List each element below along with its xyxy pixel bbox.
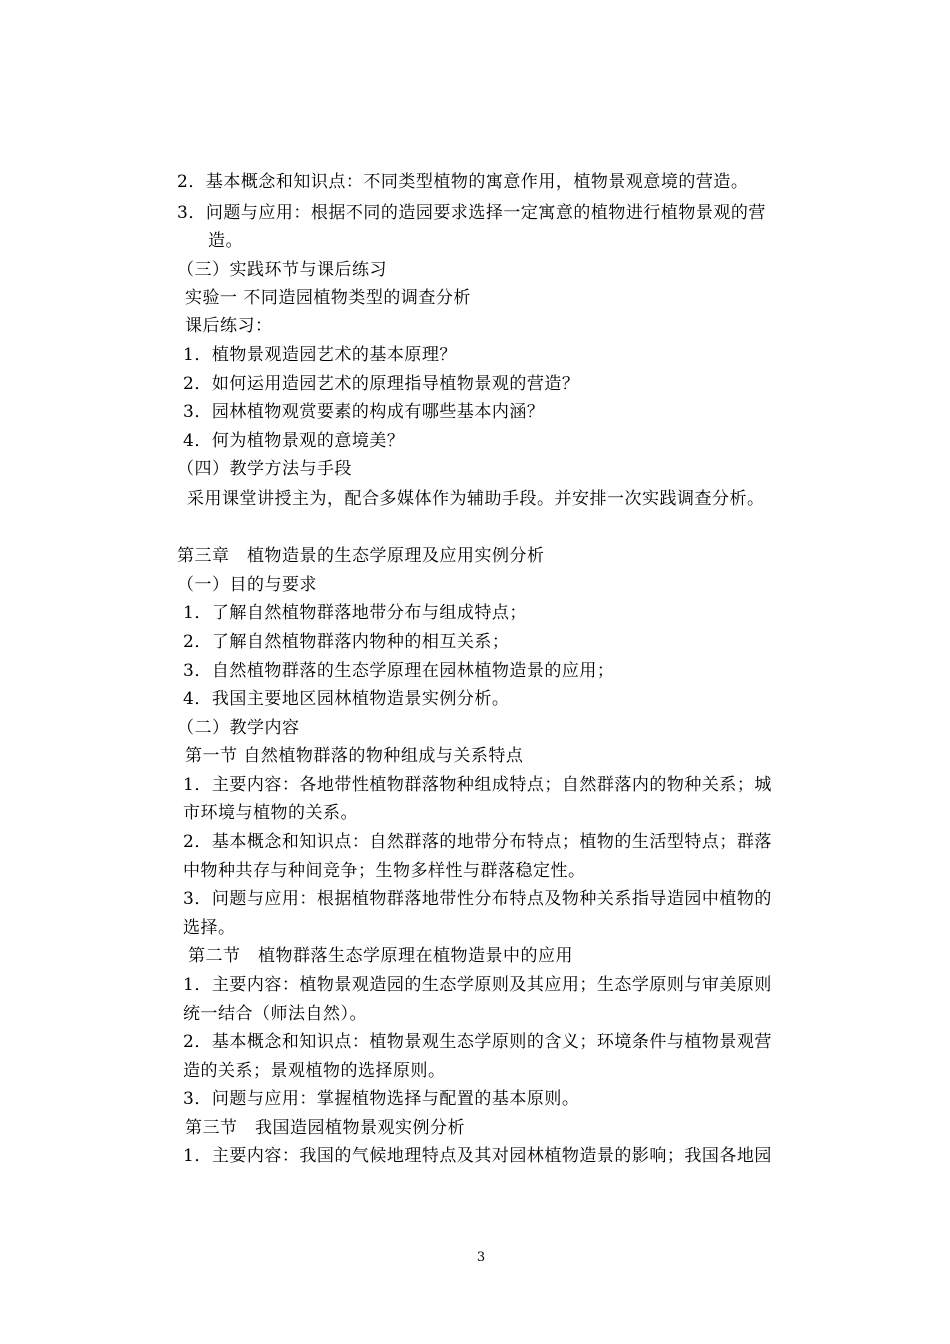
text-line: 1．主要内容：植物景观造园的生态学原则及其应用；生态学原则与审美原则 — [183, 975, 772, 995]
list-item: 3．园林植物观赏要素的构成有哪些基本内涵？ — [183, 402, 545, 422]
text-line: 中物种共存与种间竞争；生物多样性与群落稳定性。 — [183, 861, 586, 881]
text-line: 市环境与植物的关系。 — [183, 803, 358, 823]
list-item: 2．了解自然植物群落内物种的相互关系； — [183, 632, 510, 652]
list-item: 4．我国主要地区园林植物造景实例分析。 — [183, 689, 510, 709]
text-line: 1．主要内容：我国的气候地理特点及其对园林植物造景的影响；我国各地园 — [183, 1146, 772, 1166]
text-line: 造的关系；景观植物的选择原则。 — [183, 1061, 446, 1081]
subsection-heading: 第一节 自然植物群落的物种组成与关系特点 — [185, 746, 524, 766]
list-item: 2．如何运用造园艺术的原理指导植物景观的营造？ — [183, 374, 580, 394]
section-heading: （三）实践环节与课后练习 — [177, 260, 387, 280]
text-line: 2．基本概念和知识点：植物景观生态学原则的含义；环境条件与植物景观营 — [183, 1032, 772, 1052]
text-line: 2．基本概念和知识点：自然群落的地带分布特点；植物的生活型特点；群落 — [183, 832, 772, 852]
text-line: 3．问题与应用：掌握植物选择与配置的基本原则。 — [183, 1089, 580, 1109]
subsection-heading: 第三节 我国造园植物景观实例分析 — [185, 1118, 465, 1138]
list-item: 1．植物景观造园艺术的基本原理？ — [183, 345, 457, 365]
text-line: 1．主要内容：各地带性植物群落物种组成特点；自然群落内的物种关系；城 — [183, 775, 772, 795]
chapter-heading: 第三章 植物造景的生态学原理及应用实例分析 — [177, 546, 545, 566]
text-line: 3．问题与应用：根据植物群落地带性分布特点及物种关系指导造园中植物的 — [183, 889, 772, 909]
list-item: 4．何为植物景观的意境美？ — [183, 431, 405, 451]
list-item: 3．自然植物群落的生态学原理在园林植物造景的应用； — [183, 661, 615, 681]
page-number: 3 — [476, 1250, 486, 1265]
text-line: 课后练习： — [185, 316, 273, 336]
list-item: 1．了解自然植物群落地带分布与组成特点； — [183, 603, 527, 623]
text-line: 统一结合（师法自然）。 — [183, 1004, 367, 1024]
text-line: 采用课堂讲授主为，配合多媒体作为辅助手段。并安排一次实践调查分析。 — [187, 489, 765, 509]
text-line: 选择。 — [183, 918, 236, 938]
text-line: 2．基本概念和知识点：不同类型植物的寓意作用，植物景观意境的营造。 — [177, 172, 749, 192]
section-heading: （二）教学内容 — [177, 718, 300, 738]
section-heading: （一）目的与要求 — [177, 575, 317, 595]
text-line: 实验一 不同造园植物类型的调查分析 — [185, 288, 471, 308]
text-line: 3．问题与应用：根据不同的造园要求选择一定寓意的植物进行植物景观的营 — [177, 203, 766, 223]
text-line: 造。 — [208, 231, 243, 251]
section-heading: （四）教学方法与手段 — [177, 459, 352, 479]
subsection-heading: 第二节 植物群落生态学原理在植物造景中的应用 — [188, 946, 573, 966]
